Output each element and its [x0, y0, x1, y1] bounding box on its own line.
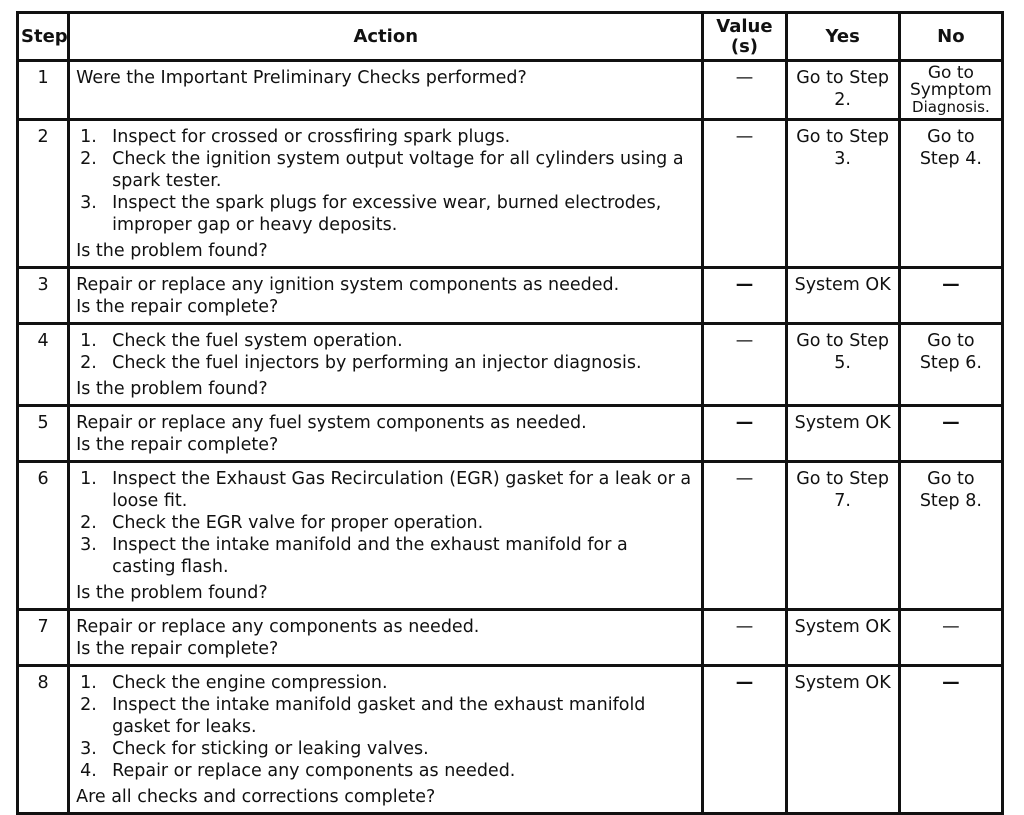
- table-row: [18, 268, 1003, 324]
- action-cell: [69, 120, 703, 268]
- header-no: No: [899, 13, 1002, 61]
- no-cell: Go to Step 6.: [899, 324, 1002, 406]
- action-cell: [69, 406, 703, 462]
- action-cell: [69, 324, 703, 406]
- step-number: 1: [18, 61, 69, 120]
- table-row: [18, 61, 1003, 120]
- table-row: [18, 610, 1003, 666]
- yes-cell: Go to Step 5.: [786, 324, 899, 406]
- action-item: 1. Inspect the Exhaust Gas Recirculation (EGR) gasket for a leak or a loose fit.: [80, 469, 692, 511]
- action-list: [76, 330, 695, 374]
- action-question: Is the repair complete?: [76, 435, 279, 455]
- action-cell: [69, 462, 703, 610]
- yes-cell: Go to Step 3.: [786, 120, 899, 268]
- header-yes: Yes: [786, 13, 899, 61]
- action-text: Were the Important Preliminary Checks performed?: [76, 68, 527, 88]
- value-cell: —: [703, 610, 786, 666]
- header-row: [18, 13, 1003, 61]
- action-cell: [69, 61, 703, 120]
- header-value: Value (s): [703, 13, 786, 61]
- action-item: 1. Check the engine compression.: [80, 673, 388, 693]
- header-step: Step: [18, 13, 69, 61]
- diagnostic-table-container: [16, 11, 1004, 815]
- action-text: Repair or replace any fuel system components as needed.: [76, 413, 587, 433]
- action-item: 1. Inspect for crossed or crossfiring spark plugs.: [80, 127, 511, 147]
- table-row: [18, 462, 1003, 610]
- table-row: [18, 666, 1003, 814]
- step-number: 2: [18, 120, 69, 268]
- yes-cell: Go to Step 7.: [786, 462, 899, 610]
- step-number: 3: [18, 268, 69, 324]
- value-cell: —: [703, 462, 786, 610]
- step-number: 4: [18, 324, 69, 406]
- action-cell: [69, 268, 703, 324]
- action-cell: [69, 666, 703, 814]
- action-question: Is the problem found?: [76, 583, 268, 603]
- action-text: Repair or replace any components as needed.: [76, 617, 480, 637]
- no-cell: —: [899, 268, 1002, 324]
- no-cell: —: [899, 406, 1002, 462]
- diagnostic-table: [16, 11, 1004, 815]
- action-question: Is the repair complete?: [76, 297, 279, 317]
- action-item: 2. Check the fuel injectors by performing an injector diagnosis.: [80, 353, 642, 373]
- value-cell: —: [703, 324, 786, 406]
- value-cell: —: [703, 120, 786, 268]
- yes-cell: System OK: [786, 610, 899, 666]
- step-number: 8: [18, 666, 69, 814]
- action-cell: [69, 610, 703, 666]
- action-question: Is the problem found?: [76, 379, 268, 399]
- step-number: 7: [18, 610, 69, 666]
- action-question: Are all checks and corrections complete?: [76, 787, 436, 807]
- action-item: 1. Check the fuel system operation.: [80, 331, 403, 351]
- yes-cell: System OK: [786, 666, 899, 814]
- action-question: Is the repair complete?: [76, 639, 279, 659]
- table-row: [18, 406, 1003, 462]
- step-number: 6: [18, 462, 69, 610]
- action-item: 3. Check for sticking or leaking valves.: [80, 739, 429, 759]
- no-cell: Go to Step 4.: [899, 120, 1002, 268]
- no-cell: —: [899, 666, 1002, 814]
- value-cell: —: [703, 61, 786, 120]
- value-cell: —: [703, 666, 786, 814]
- action-item: 2. Inspect the intake manifold gasket and the exhaust manifold gasket for leaks.: [80, 695, 646, 737]
- no-cell: Go to Step 8.: [899, 462, 1002, 610]
- header-action: Action: [69, 13, 703, 61]
- value-cell: —: [703, 406, 786, 462]
- yes-cell: System OK: [786, 406, 899, 462]
- action-item: 3. Inspect the spark plugs for excessive wear, burned electrodes, improper gap or heavy deposits.: [80, 193, 662, 235]
- step-number: 5: [18, 406, 69, 462]
- table-row: [18, 324, 1003, 406]
- yes-cell: Go to Step 2.: [786, 61, 899, 120]
- yes-cell: System OK: [786, 268, 899, 324]
- value-cell: —: [703, 268, 786, 324]
- no-cell: Go to Symptom Diagnosis.: [899, 61, 1002, 120]
- action-question: Is the problem found?: [76, 241, 268, 261]
- action-item: 2. Check the ignition system output voltage for all cylinders using a spark tester.: [80, 149, 684, 191]
- action-text: Repair or replace any ignition system components as needed.: [76, 275, 620, 295]
- action-list: [76, 126, 695, 236]
- action-list: [76, 672, 695, 782]
- action-item: 2. Check the EGR valve for proper operation.: [80, 513, 484, 533]
- action-list: [76, 468, 695, 578]
- no-cell: —: [899, 610, 1002, 666]
- action-item: 4. Repair or replace any components as needed.: [80, 761, 516, 781]
- table-row: [18, 120, 1003, 268]
- action-item: 3. Inspect the intake manifold and the exhaust manifold for a casting flash.: [80, 535, 628, 577]
